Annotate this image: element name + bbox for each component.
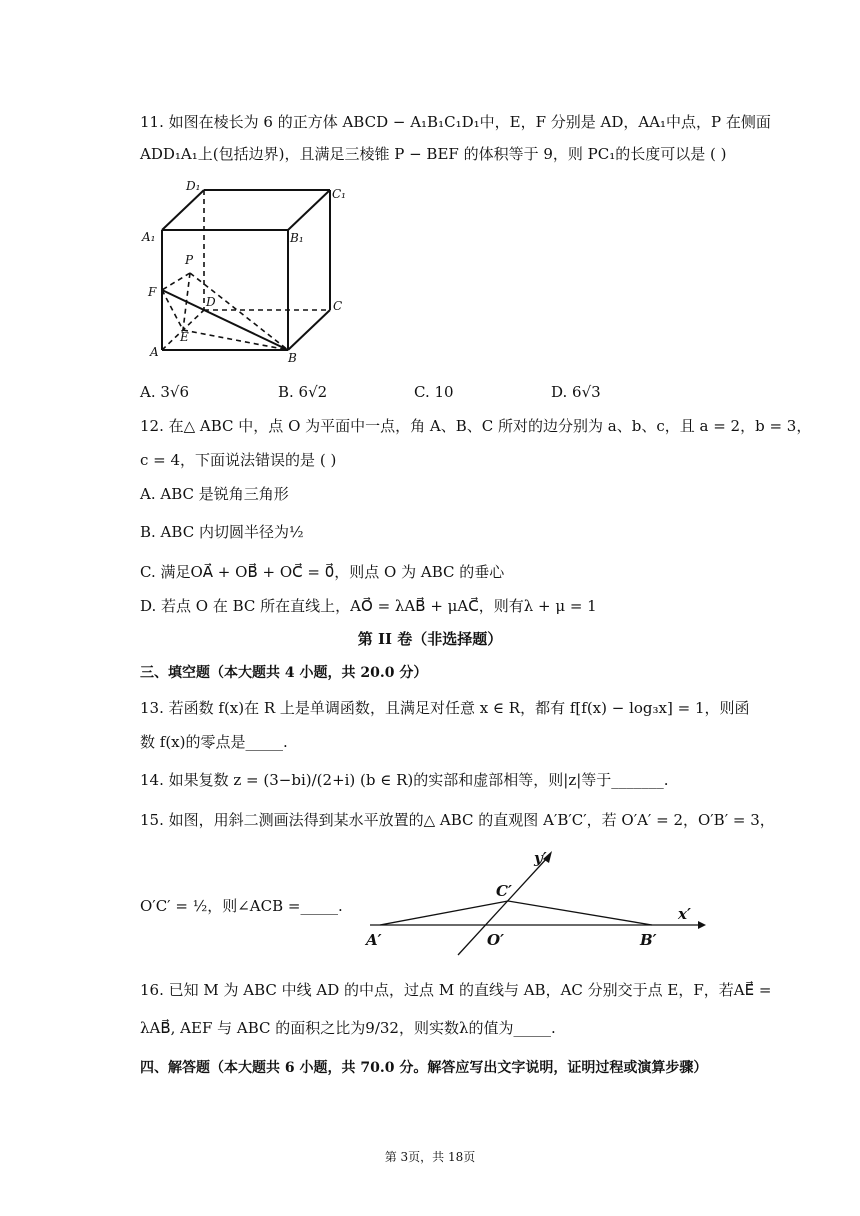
q12-option-b: B. ABC 内切圆半径为½: [140, 523, 304, 541]
oblique-figure: [360, 845, 710, 960]
label-c1: C₁: [332, 187, 346, 201]
section4-heading: 四、解答题（本大题共 6 小题，共 70.0 分。解答应写出文字说明，证明过程或演算步骤）: [140, 1060, 708, 1076]
label-f: F: [148, 285, 157, 299]
q11-option-d: D. 6√3: [551, 383, 601, 401]
q15-line2: O′C′ = ½，则∠ACB =_____.: [140, 897, 343, 915]
section3-heading: 三、填空题（本大题共 4 小题，共 20.0 分）: [140, 665, 428, 681]
label-a1: A₁: [142, 230, 156, 244]
label-e: E: [180, 330, 189, 344]
q11-line2: ADD₁A₁上(包括边界)，且满足三棱锥 P − BEF 的体积等于 9，则 PC₁的长度可以是 ( ): [140, 145, 727, 163]
label-d1: D₁: [186, 179, 201, 193]
q11-line1: 11. 如图在棱长为 6 的正方体 ABCD − A₁B₁C₁D₁中，E，F 分别是 AD，AA₁中点，P 在侧面: [140, 113, 771, 131]
q16-line2: λAB⃗, AEF 与 ABC 的面积之比为9/32，则实数λ的值为_____.: [140, 1019, 556, 1037]
label-d: D: [206, 295, 216, 309]
label-a: A: [150, 345, 159, 359]
page-footer: 第 3页，共 18页: [384, 1150, 476, 1164]
q16-line1: 16. 已知 M 为 ABC 中线 AD 的中点，过点 M 的直线与 AB，AC 分别交于点 E，F，若AE⃗ =: [140, 981, 772, 999]
label-c-prime: C′: [496, 882, 512, 900]
q15-line1: 15. 如图，用斜二测画法得到某水平放置的△ ABC 的直观图 A′B′C′，若 O′A′ = 2，O′B′ = 3，: [140, 811, 775, 829]
label-b: B: [288, 351, 297, 365]
label-y-prime: y′: [534, 849, 547, 867]
cube-figure: [140, 178, 350, 368]
label-a-prime: A′: [366, 931, 382, 949]
q14-line: 14. 如果复数 z = (3−bi)/(2+i) (b ∈ R)的实部和虚部相等，则|z|等于_______.: [140, 771, 669, 789]
label-b1: B₁: [290, 231, 304, 245]
q12-line1: 12. 在△ ABC 中，点 O 为平面中一点，角 A、B、C 所对的边分别为 a、b、c，且 a = 2，b = 3，: [140, 417, 812, 435]
q11-option-a: A. 3√6: [140, 383, 190, 401]
q11-option-c: C. 10: [414, 383, 454, 401]
q13-line2: 数 f(x)的零点是_____.: [140, 733, 288, 751]
label-o-prime: O′: [487, 931, 505, 949]
q12-line2: c = 4，下面说法错误的是 ( ): [140, 451, 337, 469]
q12-option-c: C. 满足OA⃗ + OB⃗ + OC⃗ = 0⃗，则点 O 为 ABC 的垂心: [140, 563, 505, 581]
label-p: P: [185, 253, 194, 267]
q12-option-d: D. 若点 O 在 BC 所在直线上，AO⃗ = λAB⃗ + μAC⃗，则有λ + μ = 1: [140, 597, 597, 615]
q13-line1: 13. 若函数 f(x)在 R 上是单调函数，且满足对任意 x ∈ R，都有 f[f(x) − log₃x] = 1，则函: [140, 699, 750, 717]
section2-title: 第 II 卷（非选择题）: [357, 630, 503, 648]
label-x-prime: x′: [678, 905, 691, 923]
q11-option-b: B. 6√2: [278, 383, 328, 401]
label-c: C: [333, 299, 343, 313]
label-b-prime: B′: [640, 931, 657, 949]
q12-option-a: A. ABC 是锐角三角形: [140, 485, 289, 503]
